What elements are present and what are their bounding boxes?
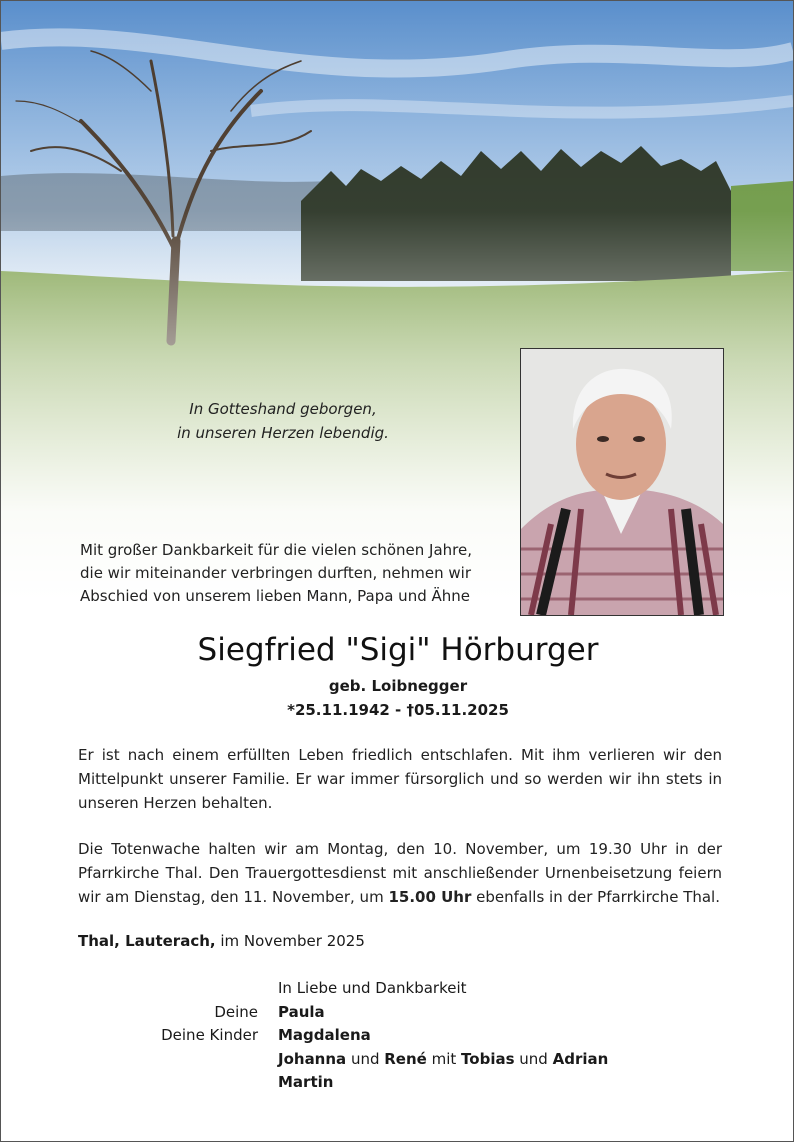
child-2-line: [278, 1050, 608, 1068]
signature-heading: In Liebe und Dankbarkeit: [278, 979, 467, 997]
place-names: Thal, Lauterach,: [78, 932, 216, 950]
life-dates: *25.11.1942 - †05.11.2025: [287, 701, 509, 719]
motto-text: [151, 397, 415, 445]
connector-und-1: und: [346, 1050, 385, 1068]
connector-mit: mit: [426, 1050, 462, 1068]
portrait-photo: [520, 348, 724, 616]
paragraph-2-text-a: Die Totenwache halten wir am Montag, den 10. November, um 19.30 Uhr in der Pfarrkirche Thal. Den Trauergottesdienst mit anschließender Urnenbeisetzung feiern wir am Dienstag, den 11. November, um: [78, 840, 722, 906]
child-1-name: Magdalena: [278, 1026, 371, 1044]
signature-row-spouse: [1, 1003, 794, 1027]
body-paragraph-2: [78, 837, 722, 909]
birth-name: geb. Loibnegger: [328, 677, 468, 695]
paragraph-2-text-b: ebenfalls in der Pfarrkirche Thal.: [471, 888, 720, 906]
child-3-name: Martin: [278, 1073, 334, 1091]
grandchild-1: Tobias: [461, 1050, 515, 1068]
intro-line-1: Mit großer Dankbarkeit für die vielen schönen Jahre,: [80, 541, 472, 559]
child-2-partner: René: [384, 1050, 427, 1068]
intro-line-2: die wir miteinander verbringen durften, nehmen wir: [80, 564, 471, 582]
funeral-time: 15.00 Uhr: [388, 888, 472, 906]
intro-text: [80, 539, 510, 608]
portrait-photo-image: [521, 349, 723, 615]
signature-heading-row: [1, 979, 794, 1003]
signature-row-children: [1, 1026, 794, 1050]
body-paragraph-1: Er ist nach einem erfüllten Leben friedlich entschlafen. Mit ihm verlieren wir den Mittelpunkt unserer Familie. Er war immer fürsorglich und so werden wir ihn stets in unseren Herzen behalten.: [78, 746, 722, 812]
deceased-name: Siegfried "Sigi" Hörburger: [197, 632, 599, 668]
spouse-name: Paula: [278, 1003, 325, 1021]
intro-line-3: Abschied von unserem lieben Mann, Papa und Ähne: [80, 587, 470, 605]
signature-row-child-3: [1, 1073, 794, 1097]
motto-line-2: in unseren Herzen lebendig.: [177, 424, 389, 442]
children-label: Deine Kinder: [161, 1026, 258, 1044]
spouse-label: Deine: [214, 1003, 258, 1021]
motto-line-1: In Gotteshand geborgen,: [189, 400, 377, 418]
child-2-name: Johanna: [278, 1050, 347, 1068]
place-date-text: im November 2025: [215, 932, 365, 950]
grandchild-2: Adrian: [552, 1050, 609, 1068]
connector-und-2: und: [514, 1050, 553, 1068]
place-date: [78, 932, 365, 950]
signature-row-child-2: [1, 1050, 794, 1074]
